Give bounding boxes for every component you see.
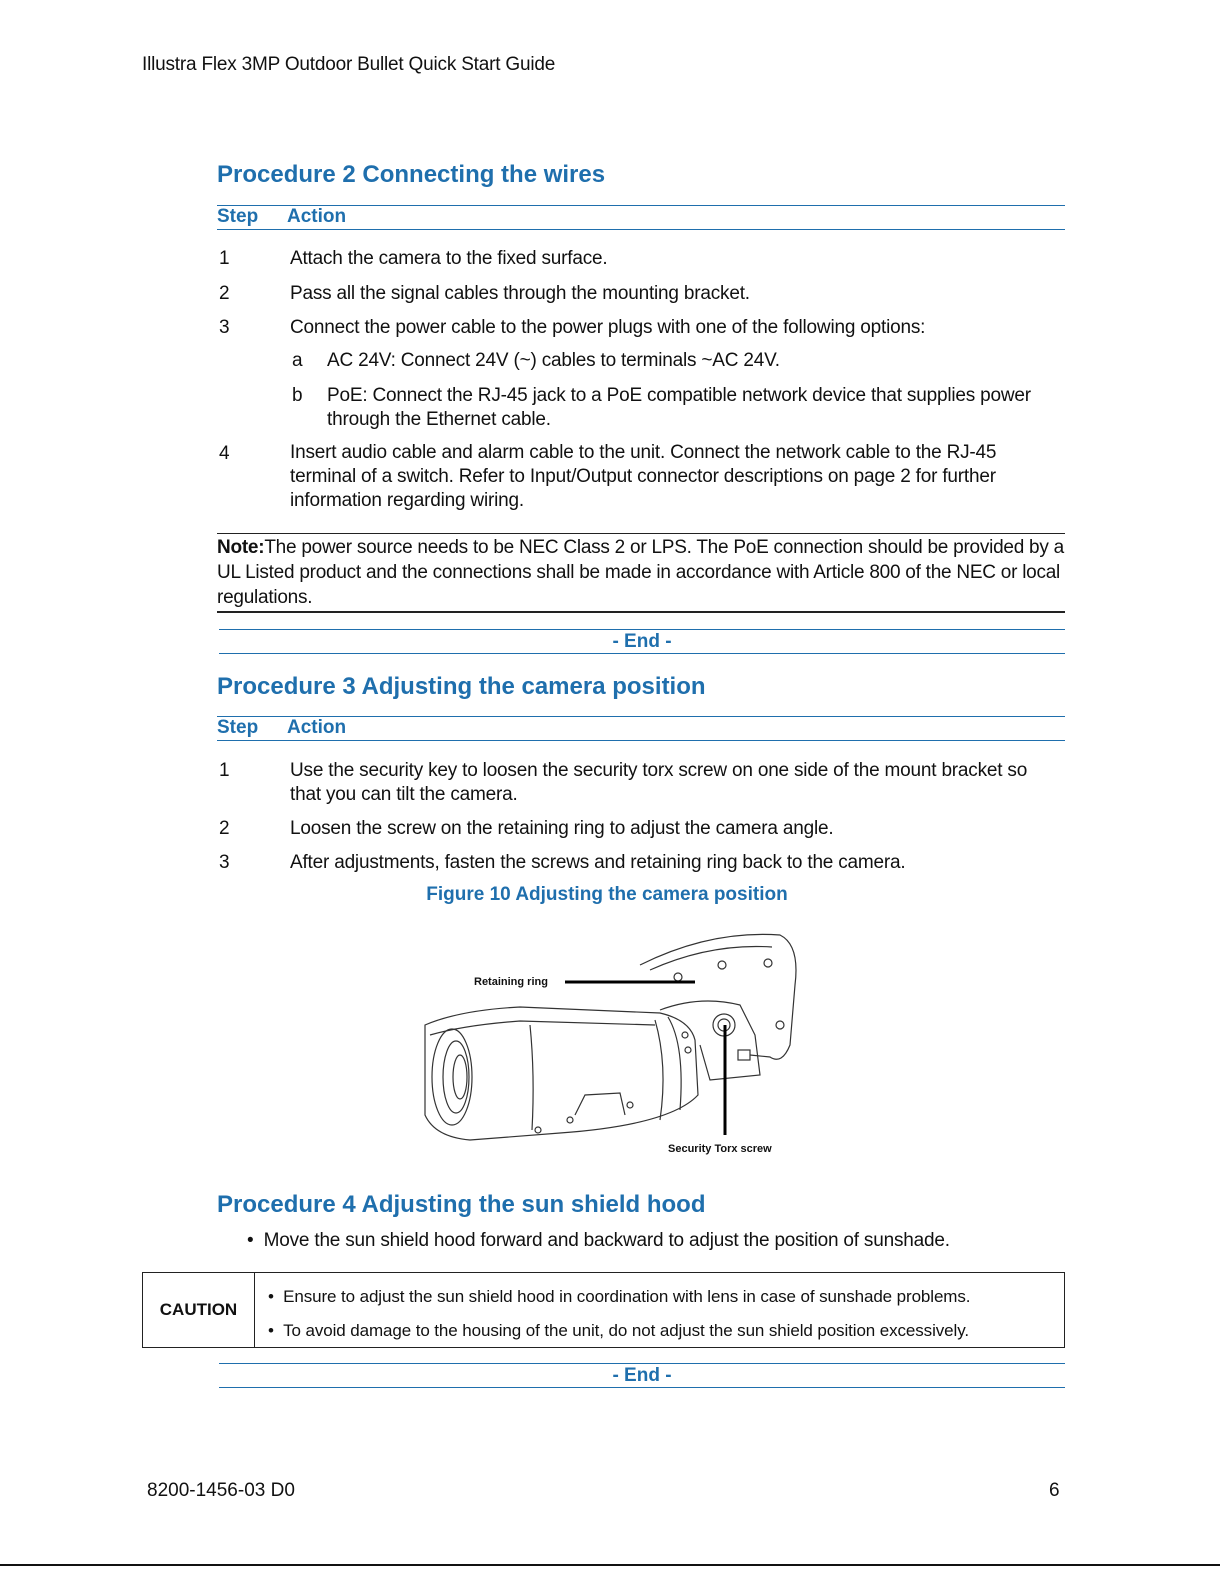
step-text: Use the security key to loosen the security torx screw on one side of the mount bracket so that you can tilt the camera. (290, 760, 1028, 805)
step-text: Connect the power cable to the power plugs with one of the following options: (290, 317, 926, 338)
substep-text: AC 24V: Connect 24V (~) cables to terminals ~AC 24V. (327, 350, 780, 371)
substep-text: PoE: Connect the RJ-45 jack to a PoE compatible network device that supplies power through the Ethernet cable. (327, 385, 1031, 430)
step-number: 2 (219, 818, 230, 839)
procedure-2-title: Procedure 2 Connecting the wires (217, 161, 606, 188)
caution-item (268, 1287, 970, 1307)
note-text: The power source needs to be NEC Class 2 or LPS. The PoE connection should be provided by a UL Listed product and the connections shall be made in accordance with Article 800 of the NEC or local regulations. (217, 537, 1064, 608)
action-column-header: Action (287, 717, 347, 738)
substep-letter: b (292, 385, 303, 406)
procedure-4-title: Procedure 4 Adjusting the sun shield hood (217, 1191, 706, 1218)
substep-letter: a (292, 350, 303, 371)
retaining-ring-label: Retaining ring (474, 976, 548, 988)
bullet-icon: • (268, 1287, 284, 1306)
camera-figure (410, 925, 810, 1160)
step-number: 1 (219, 760, 230, 781)
document-header: Illustra Flex 3MP Outdoor Bullet Quick Start Guide (142, 54, 556, 75)
page-number: 6 (1049, 1480, 1060, 1501)
figure-caption: Figure 10 Adjusting the camera position (426, 884, 788, 905)
step-action-header (217, 205, 1065, 230)
caution-item-text: To avoid damage to the housing of the unit, do not adjust the sun shield position excessively. (283, 1321, 969, 1340)
bullet-icon: • (268, 1321, 284, 1340)
bullet-text: Move the sun shield hood forward and backward to adjust the position of sunshade. (263, 1230, 950, 1251)
step-number: 4 (219, 443, 230, 464)
doc-number: 8200-1456-03 D0 (147, 1480, 295, 1501)
action-column-header: Action (287, 206, 347, 227)
caution-label: CAUTION (143, 1273, 255, 1347)
step-text: Insert audio cable and alarm cable to the unit. Connect the network cable to the RJ-45 terminal of a switch. Refer to Input/Output connector descriptions on page 2 for further information regarding wiring. (290, 442, 997, 511)
step-text: Loosen the screw on the retaining ring to adjust the camera angle. (290, 818, 834, 839)
step-number: 2 (219, 283, 230, 304)
step-column-header: Step (217, 717, 259, 738)
bullet-icon: • (247, 1230, 264, 1251)
procedure-3-title: Procedure 3 Adjusting the camera position (217, 673, 706, 700)
caution-item-text: Ensure to adjust the sun shield hood in coordination with lens in case of sunshade problems. (283, 1287, 971, 1306)
end-marker: - End - (219, 1363, 1065, 1388)
step-text: After adjustments, fasten the screws and retaining ring back to the camera. (290, 852, 906, 873)
step-number: 3 (219, 852, 230, 873)
step-text: Attach the camera to the fixed surface. (290, 248, 608, 269)
note-box (217, 533, 1065, 613)
end-marker: - End - (219, 629, 1065, 654)
step-action-header (217, 716, 1065, 741)
step-column-header: Step (217, 206, 259, 227)
step-number: 1 (219, 248, 230, 269)
page-bottom-rule (0, 1564, 1220, 1566)
torx-screw-label: Security Torx screw (668, 1143, 772, 1155)
caution-box (142, 1272, 1065, 1348)
step-text: Pass all the signal cables through the mounting bracket. (290, 283, 750, 304)
bullet-item (247, 1230, 950, 1252)
caution-item (268, 1321, 969, 1341)
step-number: 3 (219, 317, 230, 338)
note-label: Note: (217, 537, 265, 558)
